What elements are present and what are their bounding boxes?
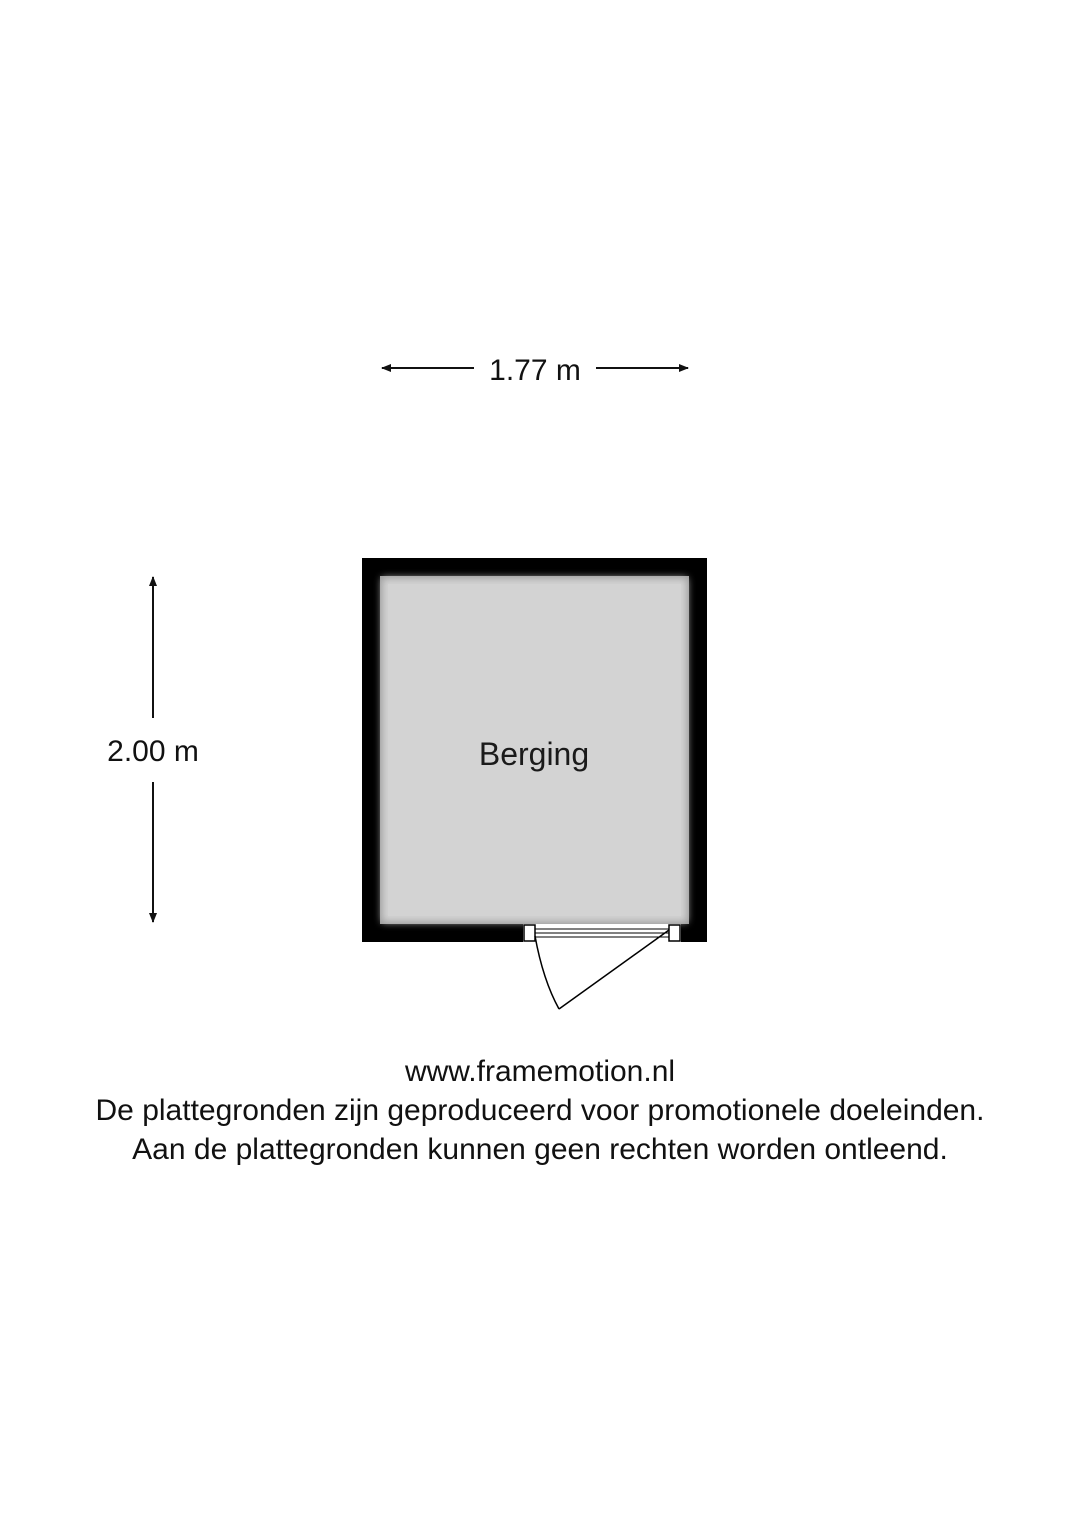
height-label: 2.00 m bbox=[107, 735, 199, 768]
disclaimer-line-1: De plattegronden zijn geproduceerd voor promotionele doeleinden. bbox=[95, 1094, 985, 1127]
height-dimension bbox=[107, 577, 199, 922]
door-jamb-left bbox=[524, 925, 535, 941]
disclaimer-line-2: Aan de plattegronden kunnen geen rechten worden ontleend. bbox=[132, 1133, 948, 1166]
width-dimension bbox=[382, 354, 688, 387]
room-berging bbox=[362, 558, 707, 942]
door-swing-arc bbox=[535, 936, 559, 1009]
door-jamb-right bbox=[669, 925, 680, 941]
footer bbox=[0, 1052, 1080, 1169]
width-label: 1.77 m bbox=[489, 354, 581, 387]
room-label: Berging bbox=[478, 736, 590, 772]
website-link[interactable]: www.framemotion.nl bbox=[404, 1055, 676, 1088]
door bbox=[523, 924, 681, 1009]
